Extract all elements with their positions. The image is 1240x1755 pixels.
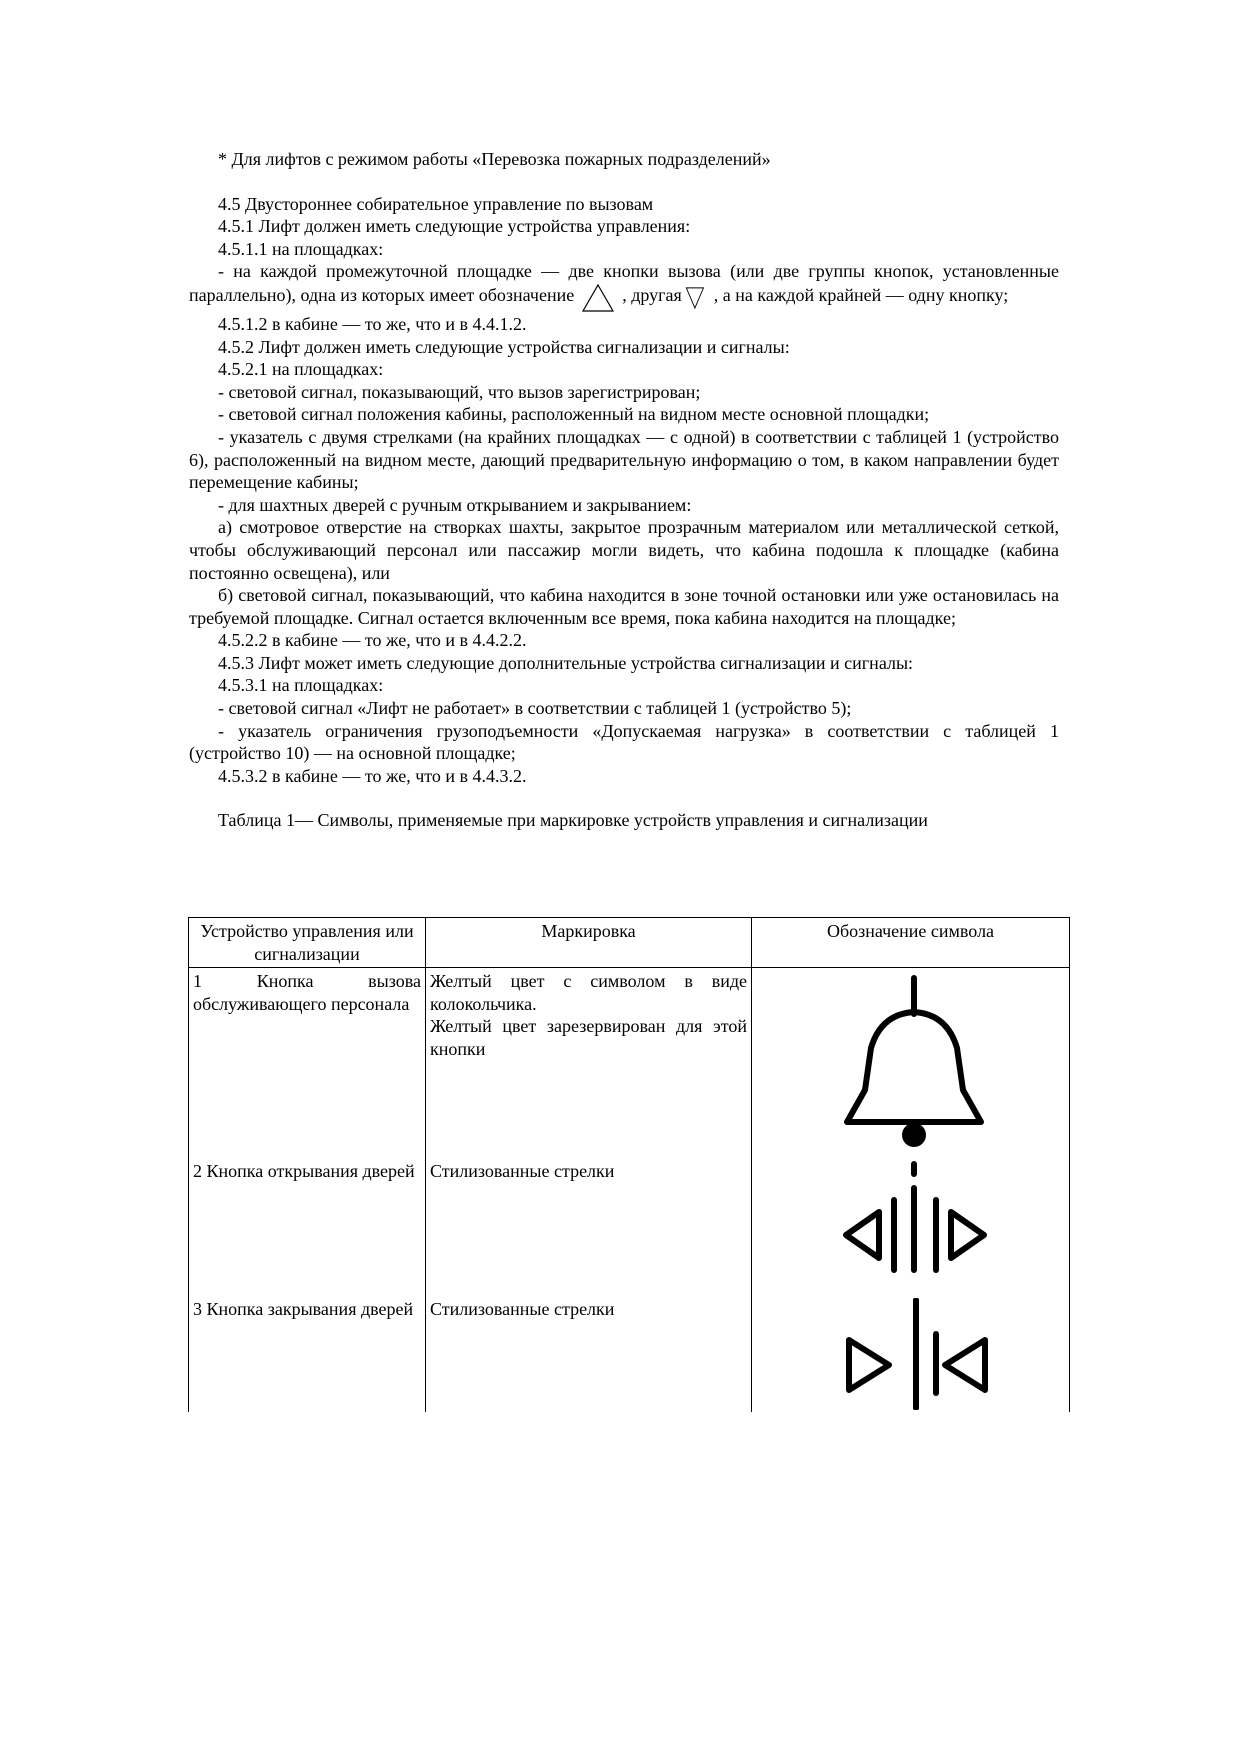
device-cell: 2 Кнопка открывания дверей	[189, 1158, 426, 1296]
triangle-up-icon	[580, 283, 616, 313]
paragraph: - указатель ограничения грузоподъемности «Допускаемая нагрузка» в соответствии с таблицей 1 (устройство 10) — на основной площадке;	[189, 720, 1059, 764]
symbol-cell	[752, 968, 1070, 1159]
text-fragment: - на каждой промежуточной площадке — две кнопки вызова (или две группы кнопок, установленные параллельно), одна из которых имеет обозначение	[189, 261, 1059, 305]
table-caption: Таблица 1— Символы, применяемые при маркировке устройств управления и сигнализации	[218, 810, 928, 831]
paragraph: 4.5.3 Лифт может иметь следующие дополнительные устройства сигнализации и сигналы:	[218, 652, 914, 673]
bell-icon	[811, 970, 1011, 1156]
device-cell: 3 Кнопка закрывания дверей	[189, 1296, 426, 1412]
symbol-cell	[752, 1296, 1070, 1412]
marking-text: Желтый цвет зарезервирован для этой кнопки	[430, 1016, 747, 1059]
table-header-row	[189, 918, 1070, 968]
door-close-arrows-icon	[811, 1298, 1011, 1410]
table-row	[189, 968, 1070, 1159]
paragraph: 4.5.1 Лифт должен иметь следующие устройства управления:	[218, 216, 691, 237]
marking-cell: Стилизованные стрелки	[426, 1158, 752, 1296]
triangle-down-icon	[684, 283, 712, 313]
text-fragment: , другая	[622, 284, 682, 305]
paragraph: 4.5.1.2 в кабине — то же, что и в 4.4.1.2.	[218, 313, 527, 334]
column-header: Маркировка	[426, 918, 752, 968]
marking-text: Желтый цвет с символом в виде колокольчика.	[430, 971, 747, 1014]
table-row	[189, 1296, 1070, 1412]
paragraph: - световой сигнал «Лифт не работает» в соответствии с таблицей 1 (устройство 5);	[218, 698, 852, 719]
door-open-arrows-icon	[811, 1160, 1011, 1294]
paragraph: 4.5.2.2 в кабине — то же, что и в 4.4.2.2.	[218, 630, 527, 651]
footnote: * Для лифтов с режимом работы «Перевозка пожарных подразделений»	[218, 149, 771, 169]
table-row	[189, 1158, 1070, 1296]
paragraph: - указатель с двумя стрелками (на крайних площадках — с одной) в соответствии с таблицей 1 (устройство 6), расположенный на видном месте, дающий предварительную информацию о том, в каком направлении будет перемещение кабины;	[189, 426, 1059, 493]
paragraph: - для шахтных дверей с ручным открыванием и закрыванием:	[218, 494, 692, 515]
paragraph: б) световой сигнал, показывающий, что кабина находится в зоне точной остановки или уже остановилась на требуемой площадке. Сигнал остается включенным все время, пока кабина находится на площадке;	[189, 585, 1059, 628]
paragraph: - световой сигнал положения кабины, расположенный на видном месте основной площадки;	[218, 404, 930, 425]
marking-cell	[426, 968, 752, 1159]
symbols-table	[188, 917, 1070, 1412]
paragraph: 4.5.3.1 на площадках:	[218, 675, 384, 696]
symbol-cell	[752, 1158, 1070, 1296]
column-header: Обозначение символа	[752, 918, 1070, 968]
document-body	[189, 148, 1059, 832]
paragraph: а) смотровое отверстие на створках шахты, закрытое прозрачным материалом или металлической сеткой, чтобы обслуживающий персонал или пассажир могли видеть, что кабина подошла к площадке (кабина постоянно освещена), или	[189, 517, 1059, 583]
marking-cell: Стилизованные стрелки	[426, 1296, 752, 1412]
paragraph: 4.5.2 Лифт должен иметь следующие устройства сигнализации и сигналы:	[218, 336, 790, 357]
paragraph: 4.5.3.2 в кабине — то же, что и в 4.4.3.2.	[218, 765, 527, 786]
text-fragment: , а на каждой крайней — одну кнопку;	[713, 284, 1009, 305]
column-header: Устройство управления или сигнализации	[189, 918, 426, 968]
device-cell: 1 Кнопка вызова обслуживающего персонала	[189, 968, 426, 1159]
paragraph-call-buttons	[189, 260, 1059, 313]
paragraph: - световой сигнал, показывающий, что вызов зарегистрирован;	[218, 381, 701, 402]
section-heading: 4.5 Двустороннее собирательное управление по вызовам	[218, 193, 654, 214]
paragraph: 4.5.2.1 на площадках:	[218, 359, 384, 380]
paragraph: 4.5.1.1 на площадках:	[218, 238, 384, 259]
